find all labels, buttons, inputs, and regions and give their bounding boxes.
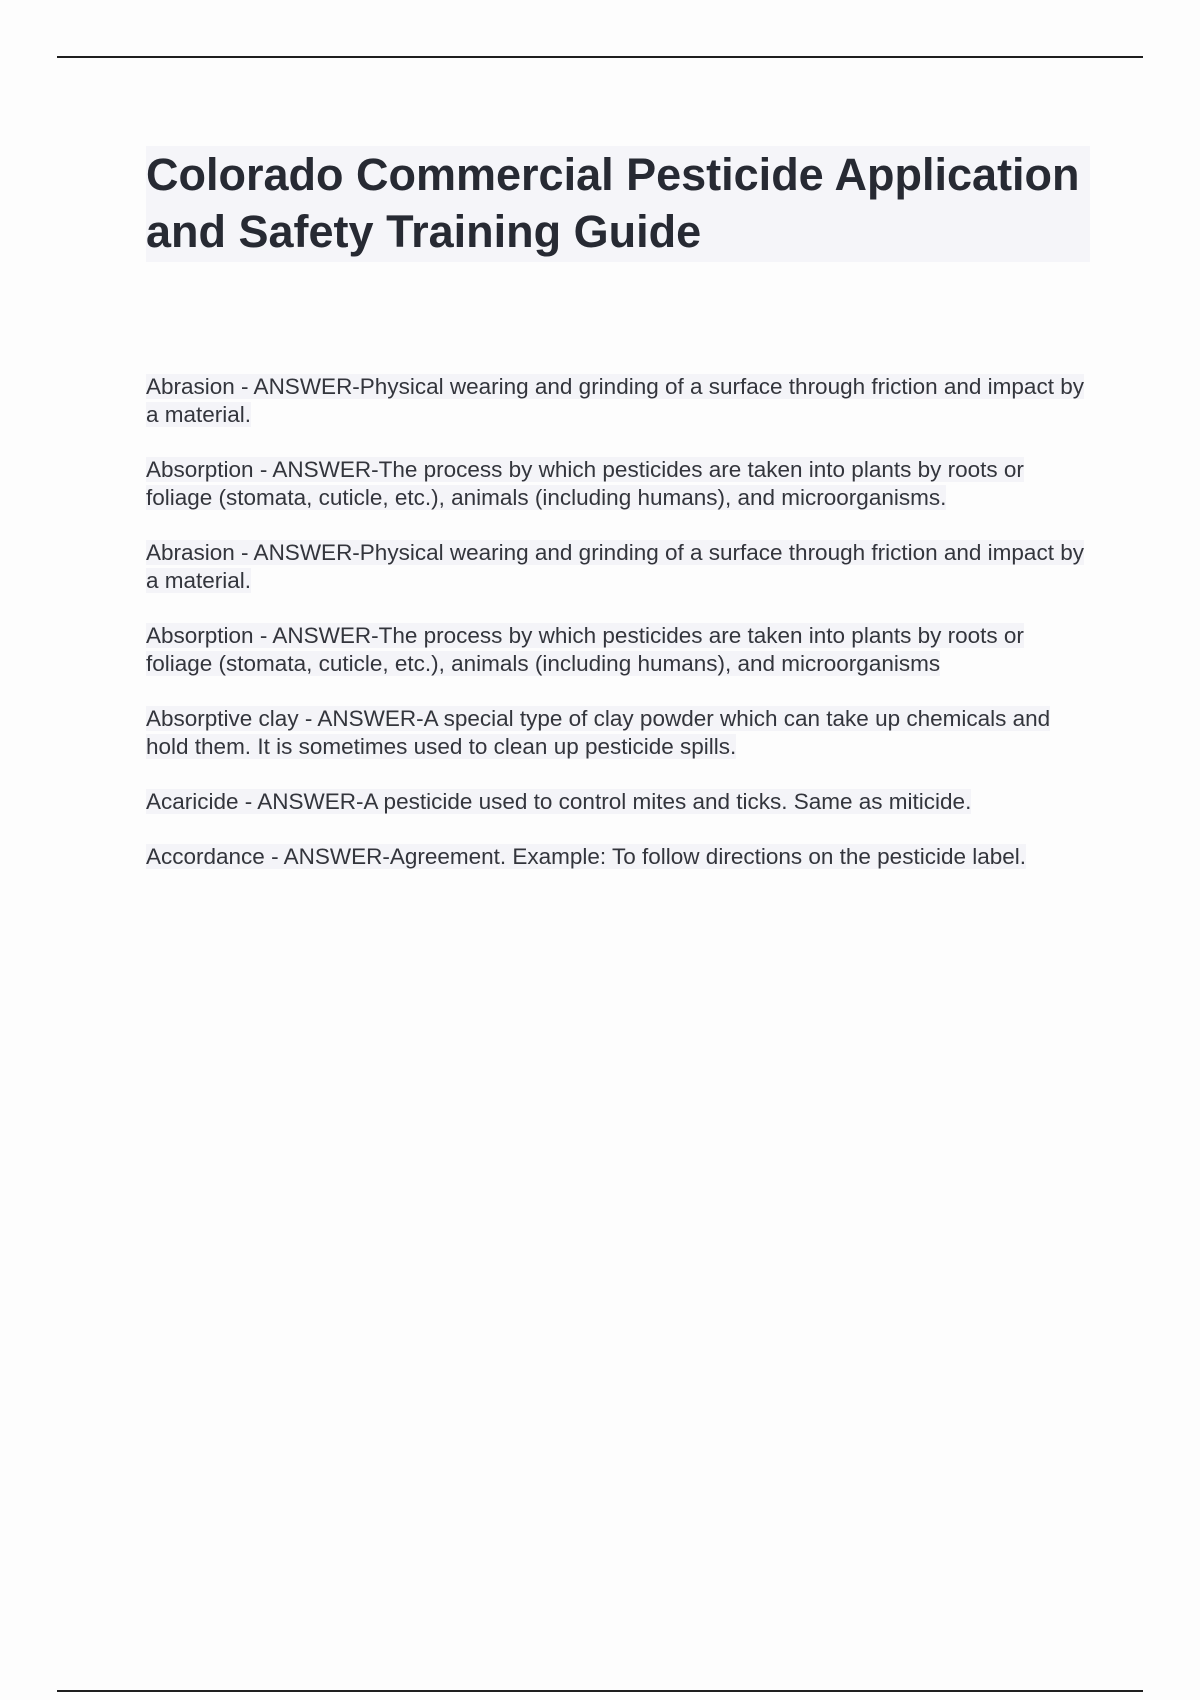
bottom-divider <box>57 1690 1143 1692</box>
glossary-entry <box>146 705 1090 761</box>
glossary-entry <box>146 456 1090 512</box>
glossary-entry <box>146 622 1090 678</box>
glossary-entry-text: Abrasion - ANSWER-Physical wearing and grinding of a surface through friction and impact by a material. <box>146 540 1084 593</box>
document-body <box>146 146 1090 898</box>
glossary-entry-text: Absorption - ANSWER-The process by which pesticides are taken into plants by roots or foliage (stomata, cuticle, etc.), animals (including humans), and microorganisms <box>146 623 1024 676</box>
glossary-entry-text: Absorption - ANSWER-The process by which pesticides are taken into plants by roots or foliage (stomata, cuticle, etc.), animals (including humans), and microorganisms. <box>146 457 1024 510</box>
top-divider <box>57 56 1143 58</box>
glossary-entry-text: Accordance - ANSWER-Agreement. Example: To follow directions on the pesticide label. <box>146 844 1027 869</box>
glossary-entry <box>146 843 1090 871</box>
glossary-list <box>146 373 1090 871</box>
glossary-entry <box>146 788 1090 816</box>
glossary-entry <box>146 373 1090 429</box>
document-title: Colorado Commercial Pesticide Application and Safety Training Guide <box>146 149 1080 257</box>
glossary-entry-text: Acaricide - ANSWER-A pesticide used to control mites and ticks. Same as miticide. <box>146 789 972 814</box>
glossary-entry-text: Absorptive clay - ANSWER-A special type of clay powder which can take up chemicals and hold them. It is sometimes used to clean up pesticide spills. <box>146 706 1051 759</box>
title-block <box>146 146 1090 262</box>
glossary-entry-text: Abrasion - ANSWER-Physical wearing and grinding of a surface through friction and impact by a material. <box>146 374 1084 427</box>
glossary-entry <box>146 539 1090 595</box>
